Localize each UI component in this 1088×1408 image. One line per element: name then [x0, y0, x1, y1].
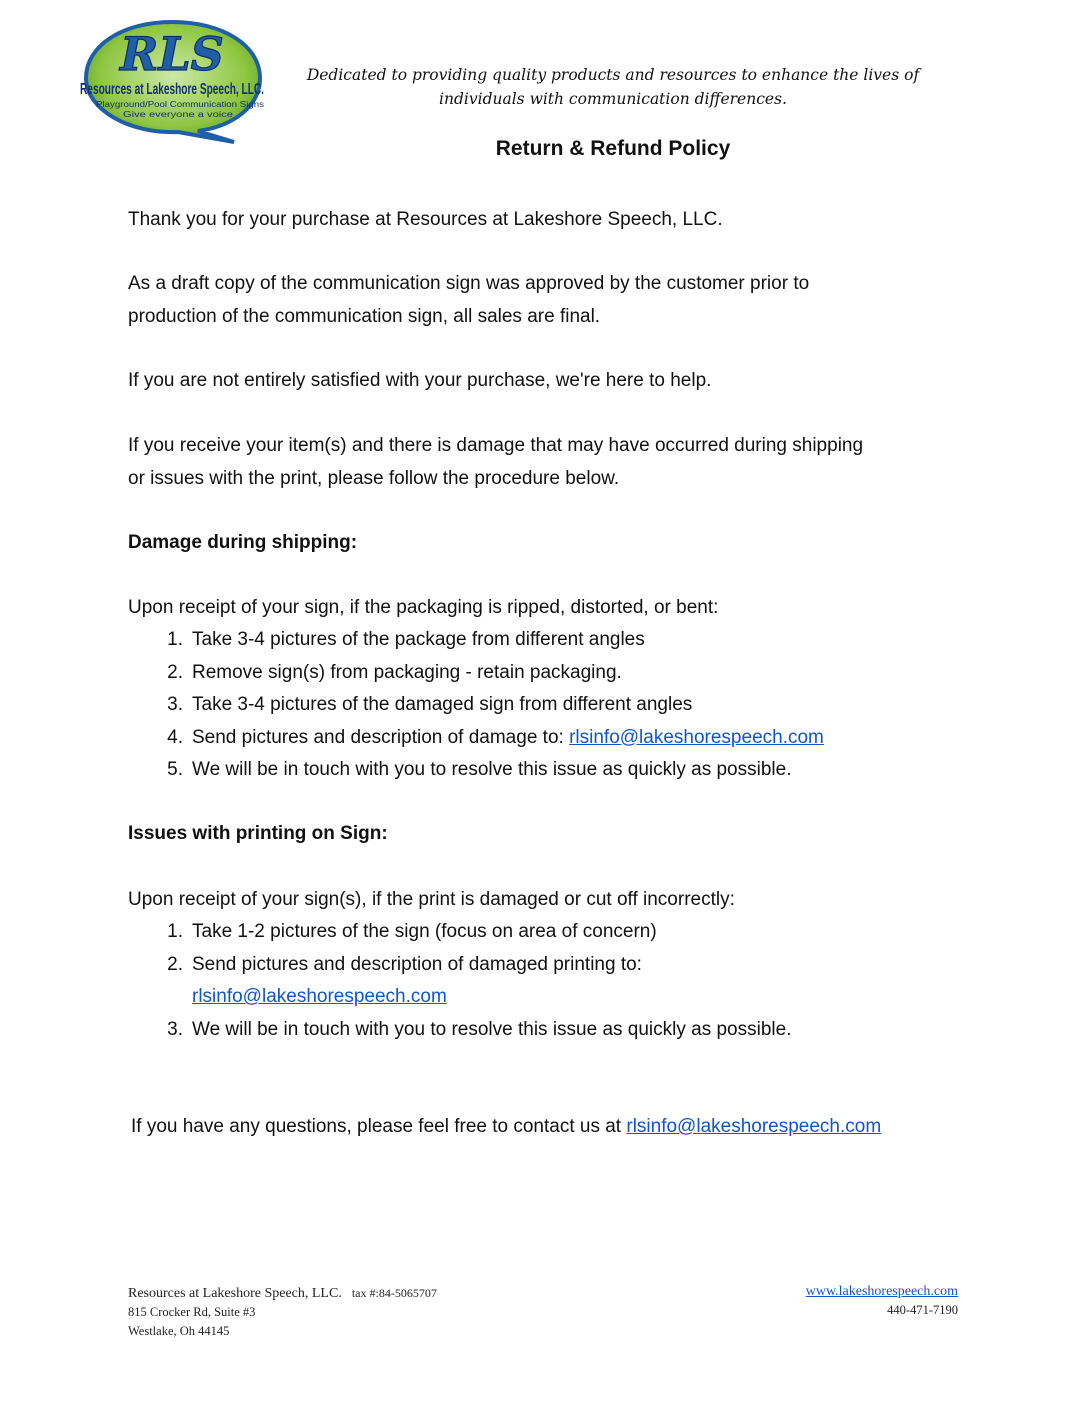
receive-paragraph: [128, 430, 968, 495]
list-number: 1.: [167, 629, 183, 650]
logo-line1: Playground/Pool Communication Signs: [96, 100, 264, 109]
tagline-line1: Dedicated to providing quality products and resources to enhance the lives of: [306, 66, 920, 84]
contact-text: If you have any questions, please feel free to contact us at: [131, 1116, 627, 1137]
logo-letters: RLS: [120, 27, 224, 81]
draft-line2: production of the communication sign, all sales are final.: [128, 305, 601, 327]
list-item: [128, 916, 968, 949]
list-item: [128, 722, 968, 755]
footer-phone: 440-471-7190: [887, 1303, 958, 1317]
contact-email-link[interactable]: rlsinfo@lakeshorespeech.com: [626, 1116, 882, 1137]
list-item: [128, 754, 968, 787]
damage-heading: Damage during shipping:: [128, 532, 358, 553]
thanks-paragraph: Thank you for your purchase at Resources at Lakeshore Speech, LLC.: [128, 209, 723, 230]
footer-company: Resources at Lakeshore Speech, LLC.: [128, 1286, 342, 1301]
receive-line2: or issues with the print, please follow the procedure below.: [128, 467, 620, 489]
list-text: We will be in touch with you to resolve this issue as quickly as possible.: [192, 1018, 792, 1040]
list-number: 3.: [167, 1018, 183, 1040]
email-link[interactable]: rlsinfo@lakeshorespeech.com: [569, 726, 824, 748]
list-number: 1.: [167, 921, 183, 942]
footer-address1: 815 Crocker Rd, Suite #3: [128, 1305, 256, 1319]
list-item: [128, 624, 968, 657]
printing-intro: Upon receipt of your sign(s), if the print is damaged or cut off incorrectly:: [128, 889, 735, 910]
printing-steps-list: [128, 916, 968, 1046]
help-paragraph: If you are not entirely satisfied with your purchase, we're here to help.: [128, 370, 712, 391]
tagline-line2: individuals with communication differences.: [439, 90, 787, 108]
list-text: Take 3-4 pictures of the package from different angles: [192, 629, 645, 650]
email-link[interactable]: rlsinfo@lakeshorespeech.com: [192, 986, 447, 1007]
list-text: Take 3-4 pictures of the damaged sign from different angles: [192, 694, 693, 715]
list-text: Take 1-2 pictures of the sign (focus on area of concern): [192, 921, 657, 942]
speech-bubble-logo-icon: [74, 18, 270, 146]
damage-intro: Upon receipt of your sign, if the packaging is ripped, distorted, or bent:: [128, 597, 719, 618]
list-item: [128, 657, 968, 690]
list-number: 4.: [167, 726, 183, 748]
printing-heading: Issues with printing on Sign:: [128, 823, 388, 844]
receive-line1: If you receive your item(s) and there is damage that may have occurred during shipping: [128, 435, 864, 456]
page-title: Return & Refund Policy: [495, 137, 731, 160]
list-text: Send pictures and description of damage to:: [192, 726, 570, 748]
footer-address2: Westlake, Oh 44145: [128, 1324, 230, 1338]
list-number: 2.: [167, 661, 183, 683]
list-text: We will be in touch with you to resolve this issue as quickly as possible.: [192, 759, 792, 780]
contact-paragraph: [131, 1111, 971, 1144]
draft-paragraph: [128, 268, 968, 333]
list-item: [128, 1014, 968, 1047]
list-number: 3.: [167, 694, 183, 715]
list-number: 2.: [167, 953, 183, 975]
list-text: Send pictures and description of damaged printing to:: [192, 953, 642, 975]
list-item: [128, 689, 968, 722]
footer-tax: tax #:84-5065707: [351, 1286, 437, 1300]
footer: [128, 1284, 958, 1341]
list-text: Remove sign(s) from packaging - retain packaging.: [192, 661, 622, 683]
rls-logo: [74, 18, 270, 146]
footer-website-link[interactable]: www.lakeshorespeech.com: [805, 1284, 958, 1299]
draft-line1: As a draft copy of the communication sign was approved by the customer prior to: [128, 273, 810, 294]
list-item: [128, 949, 968, 1014]
logo-line2: Give everyone a voice: [123, 110, 234, 119]
tagline: [300, 63, 926, 111]
logo-company-name: Resources at Lakeshore Speech, LLC.: [80, 81, 264, 98]
list-number: 5.: [167, 759, 183, 780]
damage-steps-list: [128, 624, 968, 787]
